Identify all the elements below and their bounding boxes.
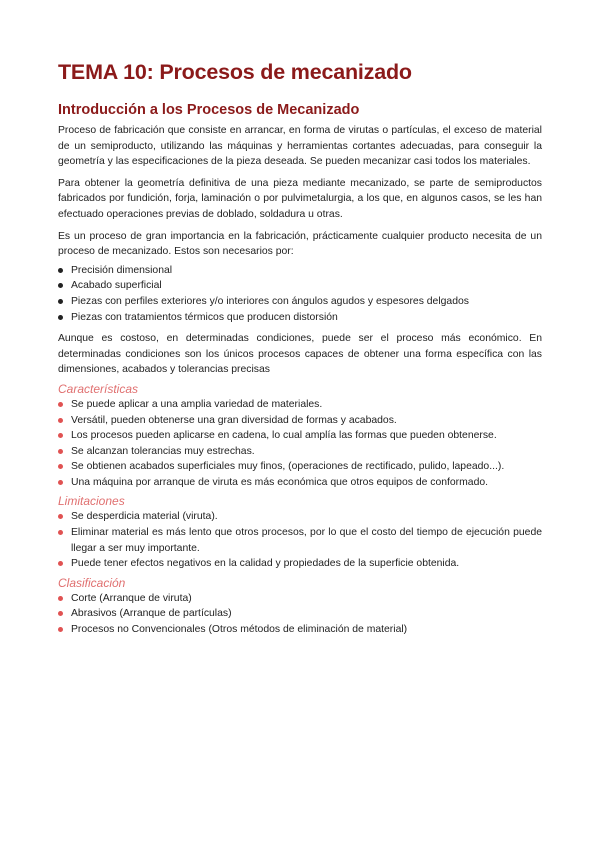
list-item xyxy=(58,397,542,413)
list-item-text: Abrasivos (Arranque de partículas) xyxy=(71,608,232,620)
list-item-text: Eliminar material es más lento que otros procesos, por lo que el costo del tiempo de ejecución puede llegar a ser muy importante. xyxy=(71,527,542,554)
list-item xyxy=(58,459,542,475)
list-item xyxy=(58,509,542,525)
list-item xyxy=(58,556,542,572)
bullet-icon xyxy=(58,268,63,273)
bullet-icon xyxy=(58,299,63,304)
list-item xyxy=(58,310,542,326)
list-item-text: Los procesos pueden aplicarse en cadena, lo cual amplía las formas que pueden obtenerse. xyxy=(71,430,497,442)
bullet-icon xyxy=(58,514,63,519)
list-item xyxy=(58,278,542,294)
list-item-text: Piezas con perfiles exteriores y/o interiores con ángulos agudos y espesores delgados xyxy=(71,295,469,307)
bullet-icon xyxy=(58,315,63,320)
list-item xyxy=(58,428,542,444)
list-item-text: Acabado superficial xyxy=(71,280,162,292)
bullet-icon xyxy=(58,611,63,616)
list-item xyxy=(58,475,542,491)
list-item-text: Se desperdicia material (viruta). xyxy=(71,511,218,523)
list-item xyxy=(58,444,542,460)
bullet-icon xyxy=(58,418,63,423)
list-item xyxy=(58,413,542,429)
bullet-icon xyxy=(58,464,63,469)
list-item-text: Corte (Arranque de viruta) xyxy=(71,592,192,604)
paragraph: Es un proceso de gran importancia en la fabricación, prácticamente cualquier producto necesita de un proceso de mecanizado. Estos son necesarios por: xyxy=(58,230,542,258)
list-item xyxy=(58,525,542,556)
page-title: TEMA 10: Procesos de mecanizado xyxy=(58,60,412,84)
list-item xyxy=(58,591,542,607)
limitaciones-list xyxy=(58,509,542,571)
bullet-icon xyxy=(58,433,63,438)
bullet-icon xyxy=(58,530,63,535)
list-item xyxy=(58,263,542,279)
paragraph: Aunque es costoso, en determinadas condiciones, puede ser el proceso más económico. En determinadas condiciones son los únicos procesos capaces de obtener una forma específica con las dimensiones, acabados y tolerancias precisas xyxy=(58,333,542,376)
section-heading-caracteristicas: Características xyxy=(58,381,139,396)
intro-heading: Introducción a los Procesos de Mecanizado xyxy=(58,102,360,118)
bullet-icon xyxy=(58,627,63,632)
list-item-text: Puede tener efectos negativos en la calidad y propiedades de la superficie obtenida. xyxy=(71,558,460,570)
section-heading-limitaciones: Limitaciones xyxy=(58,494,125,509)
list-item-text: Una máquina por arranque de viruta es más económica que otros equipos de conformado. xyxy=(71,476,489,488)
needs-list xyxy=(58,263,542,325)
list-item xyxy=(58,622,542,638)
bullet-icon xyxy=(58,480,63,485)
list-item xyxy=(58,606,542,622)
list-item-text: Se puede aplicar a una amplia variedad de materiales. xyxy=(71,398,323,410)
document-content xyxy=(58,58,542,641)
caracteristicas-list xyxy=(58,397,542,491)
paragraph: Proceso de fabricación que consiste en arrancar, en forma de virutas o partículas, el exceso de material de un semiproducto, utilizando las máquinas y herramientas cortantes adecuadas, para conseguir la geometría y las especificaciones de la pieza deseada. Se pueden mecanizar casi todos los materiales. xyxy=(58,125,542,168)
bullet-icon xyxy=(58,561,63,566)
bullet-icon xyxy=(58,402,63,407)
list-item-text: Se obtienen acabados superficiales muy finos, (operaciones de rectificado, pulido, lapeado...). xyxy=(71,461,505,473)
clasificacion-list xyxy=(58,591,542,638)
list-item-text: Se alcanzan tolerancias muy estrechas. xyxy=(71,445,255,457)
list-item-text: Piezas con tratamientos térmicos que producen distorsión xyxy=(71,311,338,323)
list-item xyxy=(58,294,542,310)
bullet-icon xyxy=(58,449,63,454)
paragraph: Para obtener la geometría definitiva de una pieza mediante mecanizado, se parte de semiproductos fabricados por fundición, forja, laminación o por pulvimetalurgia, a los que, en algunos casos, se les han efectuado operaciones previas de doblado, soldadura u otras. xyxy=(58,177,542,220)
list-item-text: Versátil, pueden obtenerse una gran diversidad de formas y acabados. xyxy=(71,414,397,426)
bullet-icon xyxy=(58,596,63,601)
section-heading-clasificacion: Clasificación xyxy=(58,575,126,590)
list-item-text: Procesos no Convencionales (Otros métodos de eliminación de material) xyxy=(71,624,408,636)
bullet-icon xyxy=(58,283,63,288)
list-item-text: Precisión dimensional xyxy=(71,264,173,276)
